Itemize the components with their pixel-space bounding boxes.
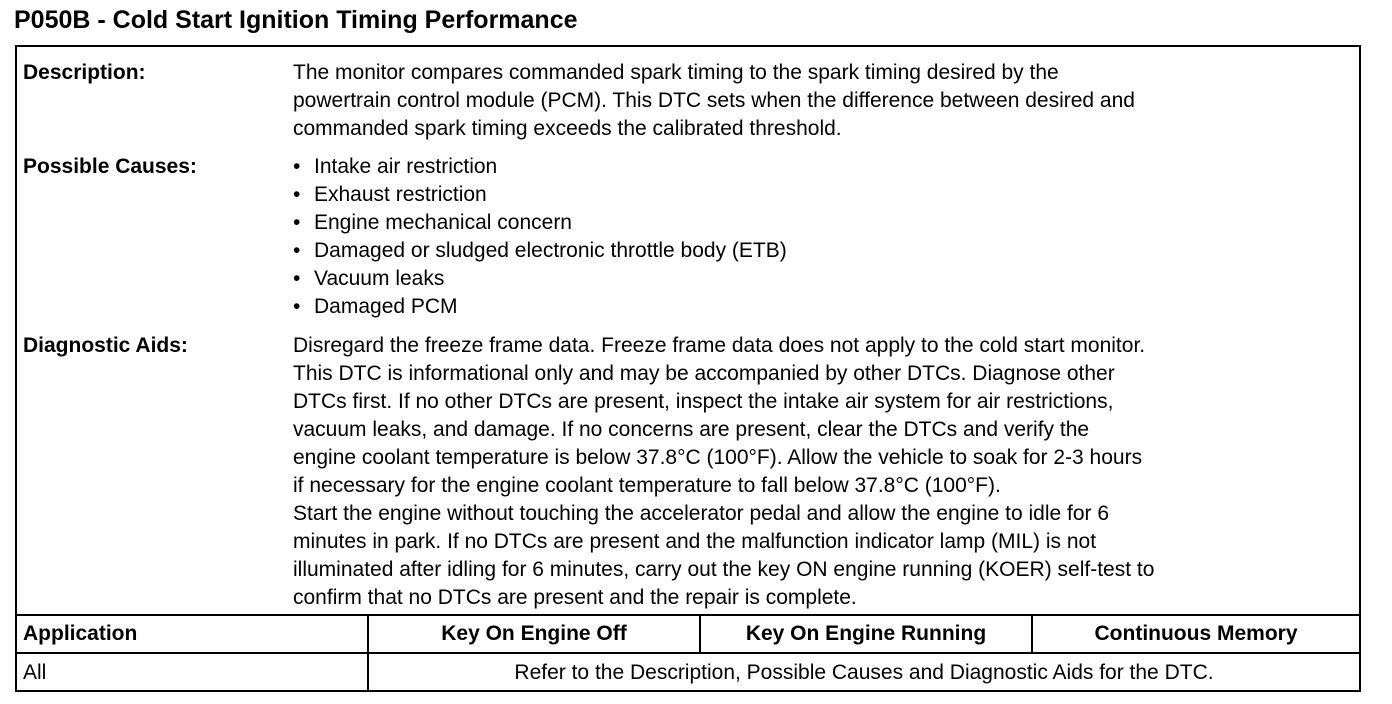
- table-divider: [17, 652, 1359, 654]
- diagnostic-aids-line: Disregard the freeze frame data. Freeze frame data does not apply to the cold start monitor.: [293, 334, 1146, 357]
- possible-causes-label: Possible Causes:: [23, 155, 197, 178]
- diagnostic-aids-text: [293, 332, 1355, 612]
- list-item: • Exhaust restriction: [293, 181, 787, 209]
- page-title: P050B - Cold Start Ignition Timing Performance: [14, 6, 578, 34]
- header-continuous-memory: Continuous Memory: [1094, 622, 1298, 645]
- list-item: • Damaged PCM: [293, 293, 787, 321]
- description-text: [293, 59, 1355, 143]
- header-key-on-engine-off: Key On Engine Off: [441, 622, 627, 645]
- description-line: The monitor compares commanded spark timing to the spark timing desired by the: [293, 61, 1059, 84]
- diagnostic-aids-line: illuminated after idling for 6 minutes, carry out the key ON engine running (KOER) self-test to: [293, 558, 1155, 581]
- list-item: • Engine mechanical concern: [293, 209, 787, 237]
- diagnostic-aids-line: vacuum leaks, and damage. If no concerns are present, clear the DTCs and verify the: [293, 418, 1090, 441]
- diagnostic-aids-line: DTCs first. If no other DTCs are present, inspect the intake air system for air restrictions,: [293, 390, 1114, 413]
- description-label: Description:: [23, 61, 146, 84]
- row-note: Refer to the Description, Possible Causes and Diagnostic Aids for the DTC.: [514, 661, 1214, 684]
- list-item: • Damaged or sludged electronic throttle body (ETB): [293, 237, 787, 265]
- diagnostic-aids-line: This DTC is informational only and may be accompanied by other DTCs. Diagnose other: [293, 362, 1115, 385]
- list-item: • Vacuum leaks: [293, 265, 787, 293]
- diagnostic-aids-label: Diagnostic Aids:: [23, 334, 188, 357]
- description-line: commanded spark timing exceeds the calibrated threshold.: [293, 117, 842, 140]
- header-application: Application: [23, 622, 138, 645]
- header-key-on-engine-running: Key On Engine Running: [745, 622, 987, 645]
- diagnostic-aids-line: confirm that no DTCs are present and the repair is complete.: [293, 586, 857, 609]
- diagnostic-aids-line: Start the engine without touching the accelerator pedal and allow the engine to idle for 6: [293, 502, 1110, 525]
- diagnostic-aids-line: minutes in park. If no DTCs are present and the malfunction indicator lamp (MIL) is not: [293, 530, 1097, 553]
- diagnostic-aids-line: engine coolant temperature is below 37.8°C (100°F). Allow the vehicle to soak for 2-3 hours: [293, 446, 1143, 469]
- row-application: All: [23, 661, 47, 684]
- diagnostic-aids-line: if necessary for the engine coolant temperature to fall below 37.8°C (100°F).: [293, 474, 1001, 497]
- dtc-table: [15, 45, 1361, 692]
- description-line: powertrain control module (PCM). This DTC sets when the difference between desired and: [293, 89, 1135, 112]
- list-item: • Intake air restriction: [293, 153, 787, 181]
- possible-causes-list: [293, 153, 787, 321]
